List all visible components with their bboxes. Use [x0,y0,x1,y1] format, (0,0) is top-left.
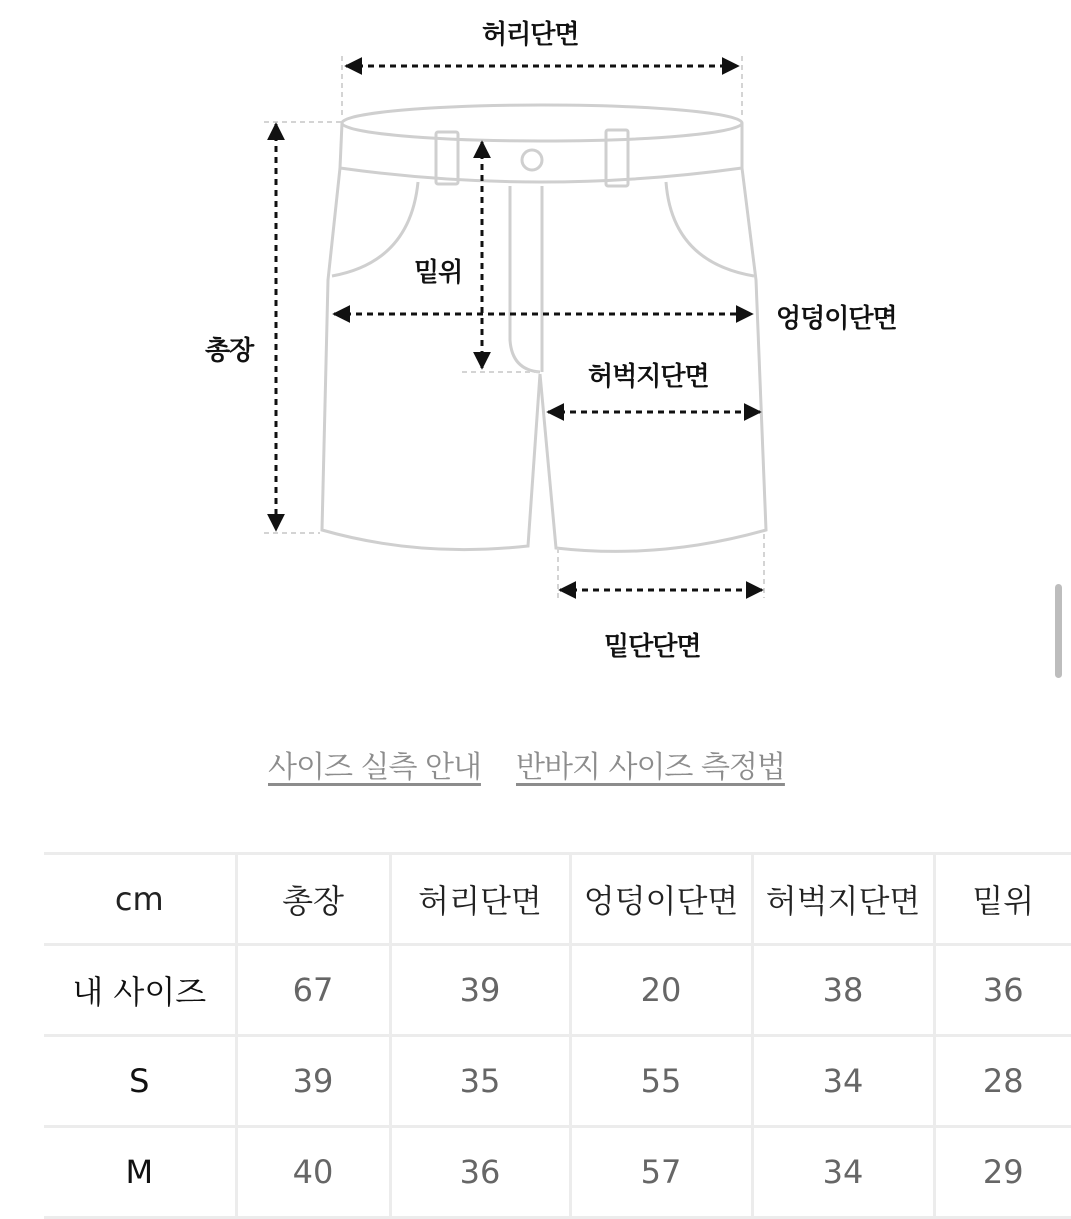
table-row [44,1127,1071,1218]
table-cell: 29 [934,1127,1071,1218]
table-cell: 34 [752,1036,934,1127]
table-cell: 20 [570,945,752,1036]
table-cell: 36 [390,1127,570,1218]
size-guide-link[interactable]: 사이즈 실측 안내 [268,750,481,785]
header-cell-total-length: 총장 [236,854,390,945]
table-row [44,1036,1071,1127]
total-length-label: 총장 [205,336,254,366]
table-cell: 39 [236,1036,390,1127]
scrollbar[interactable] [1055,584,1062,678]
table-cell: 35 [390,1036,570,1127]
measure-arrows [276,66,762,590]
header-cell-waist: 허리단면 [390,854,570,945]
thigh-label: 허벅지단면 [588,362,709,392]
row-label: M [44,1127,236,1218]
table-cell: 39 [390,945,570,1036]
table-header-row [44,854,1071,945]
table-cell: 57 [570,1127,752,1218]
measure-guide-link[interactable]: 반바지 사이즈 측정법 [516,750,785,785]
header-cell-hip: 엉덩이단면 [570,854,752,945]
hip-label: 엉덩이단면 [776,304,897,334]
table-cell: 38 [752,945,934,1036]
table-cell: 36 [934,945,1071,1036]
rise-label: 밑위 [414,258,463,288]
size-table [44,852,1071,1219]
table-cell: 67 [236,945,390,1036]
guide-lines [264,56,764,598]
row-label: S [44,1036,236,1127]
row-label: 내 사이즈 [44,945,236,1036]
header-cell-rise: 밑위 [934,854,1071,945]
waist-label: 허리단면 [482,20,579,50]
header-cell-thigh: 허벅지단면 [752,854,934,945]
hem-label: 밑단단면 [604,632,701,662]
guide-links [0,742,1071,786]
table-cell: 55 [570,1036,752,1127]
table-cell: 40 [236,1127,390,1218]
header-cell-unit: cm [44,854,236,945]
shorts-outline [322,105,766,551]
table-row [44,945,1071,1036]
table-cell: 28 [934,1036,1071,1127]
table-cell: 34 [752,1127,934,1218]
